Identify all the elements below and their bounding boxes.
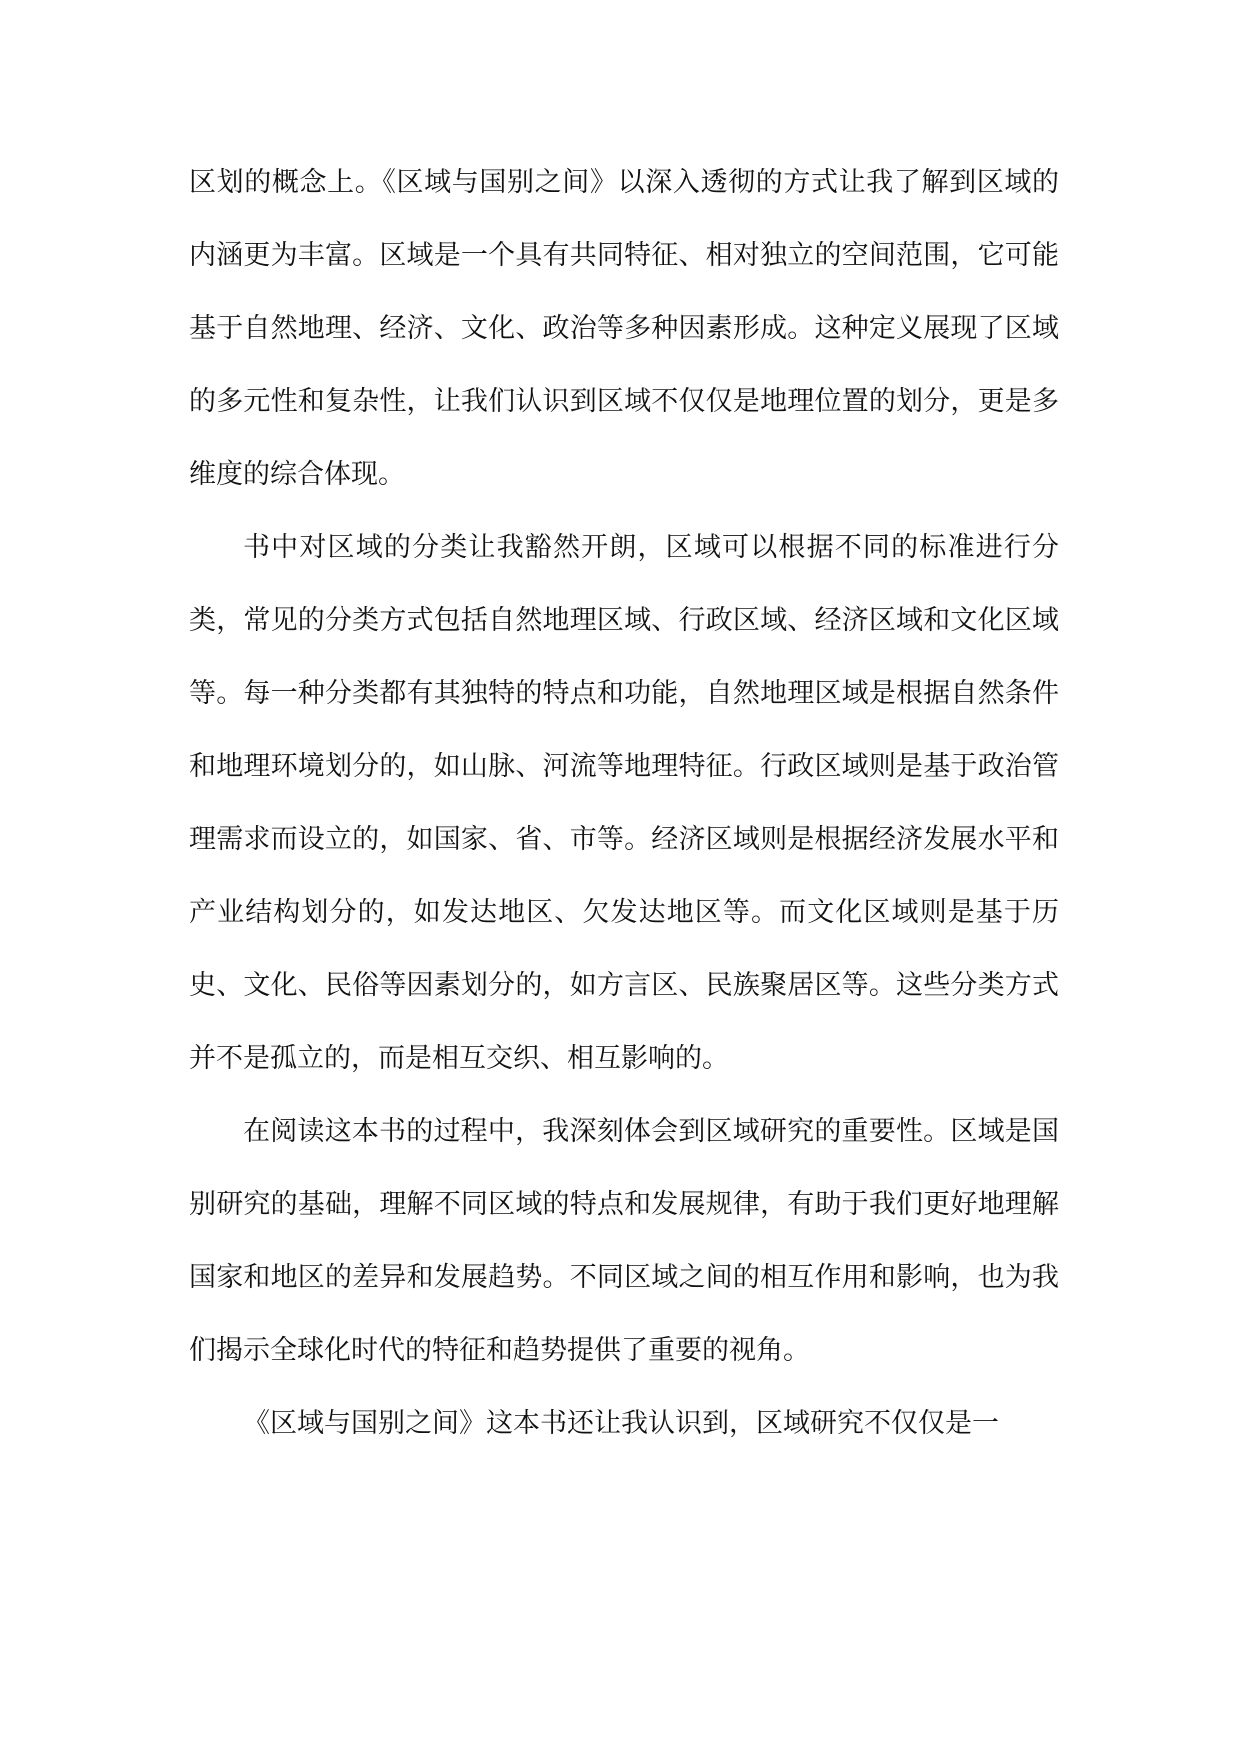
paragraph-1: 区划的概念上。《区域与国别之间》以深入透彻的方式让我了解到区域的内涵更为丰富。区域是一个具有共同特征、相对独立的空间范围，它可能基于自然地理、经济、文化、政治等多种因素形成。这种定义展现了区域的多元性和复杂性，让我们认识到区域不仅仅是地理位置的划分，更是多维度的综合体现。 — [189, 167, 1059, 490]
paragraph-2: 书中对区域的分类让我豁然开朗，区域可以根据不同的标准进行分类，常见的分类方式包括自然地理区域、行政区域、经济区域和文化区域等。每一种分类都有其独特的特点和功能，自然地理区域是根据自然条件和地理环境划分的，如山脉、河流等地理特征。行政区域则是基于政治管理需求而设立的，如国家、省、市等。经济区域则是根据经济发展水平和产业结构划分的，如发达地区、欠发达地区等。而文化区域则是基于历史、文化、民俗等因素划分的，如方言区、民族聚居区等。这些分类方式并不是孤立的，而是相互交织、相互影响的。 — [189, 532, 1059, 1074]
document-body — [189, 146, 1059, 1460]
paragraph-4: 《区域与国别之间》这本书还让我认识到，区域研究不仅仅是一 — [243, 1408, 999, 1439]
paragraph-3: 在阅读这本书的过程中，我深刻体会到区域研究的重要性。区域是国别研究的基础，理解不同区域的特点和发展规律，有助于我们更好地理解国家和地区的差异和发展趋势。不同区域之间的相互作用和影响，也为我们揭示全球化时代的特征和趋势提供了重要的视角。 — [189, 1116, 1059, 1366]
